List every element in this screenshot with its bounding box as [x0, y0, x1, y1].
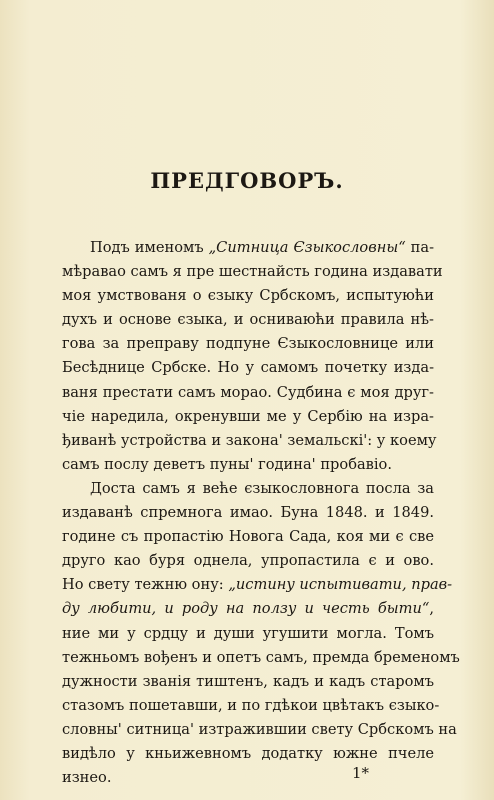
text-line: ваня престати самъ морао. Судбина є моя друг- [62, 383, 434, 401]
text-line: издаванѣ спремнога имао. Буна 1848. и 1849. [62, 504, 434, 522]
text-line: видѣло у кньижевномъ додатку южне пчеле [62, 744, 434, 762]
italic-quote-run: ду любити, и роду на ползу и честь быти“ [62, 600, 430, 618]
text-line: самъ послу деветъ пуны' година' пробавіо. [62, 455, 392, 473]
text-run: Подъ именомъ [90, 239, 209, 256]
text-line [62, 236, 434, 260]
italic-title-run: „Ситница Єзыкословны“ [208, 239, 406, 256]
page-title: ПРЕДГОВОРЪ. [150, 168, 344, 193]
text-line [62, 597, 434, 621]
page-number: 1* [352, 764, 370, 782]
text-line: дужности званія тиштенъ, кадъ и кадъ старомъ [62, 672, 434, 690]
text-line: словны' ситница' изтражившии свету Србскомъ на [62, 720, 457, 738]
text-line: мѣравао самъ я пре шестнайсть година издавати [62, 263, 443, 281]
text-line: гова за преправу подпуне Єзыкословнице или [62, 335, 434, 353]
text-line: године съ пропастію Новога Сада, коя ми є све [62, 528, 434, 546]
italic-quote-run: „истину испытивати, прав- [228, 576, 453, 594]
text-line: стазомъ пошетавши, и по гдѣкои цвѣтакъ єзыко- [62, 696, 440, 714]
text-line: тежньомъ вођенъ и опетъ самъ, премда бременомъ [62, 648, 460, 666]
text-line: ние ми у срдцу и души угушити могла. Томъ [62, 624, 434, 642]
text-run: , [429, 600, 434, 618]
text-line: Доста самъ я веће єзыкословнога посла за [90, 479, 434, 497]
text-line: моя умствованя о єзыку Србскомъ, испытуюћи [62, 287, 434, 305]
text-line: ђиванѣ устройства и закона' земальскі': у коему [62, 431, 437, 449]
body-text [62, 236, 460, 790]
text-line [62, 573, 453, 597]
text-run: па- [405, 239, 435, 256]
text-line: друго као буря однела, упропастила є и ово. [62, 552, 434, 570]
text-line: изнео. [62, 769, 112, 787]
text-line: Бесѣднице Србске. Но у самомъ почетку изда- [62, 359, 434, 377]
text-line: духъ и основе єзыка, и осниваюћи правила нѣ- [62, 311, 434, 329]
text-line: чіе наредила, окренувши ме у Сербію на изра- [62, 407, 434, 425]
text-run: Но свету тежню ону: [62, 576, 229, 594]
